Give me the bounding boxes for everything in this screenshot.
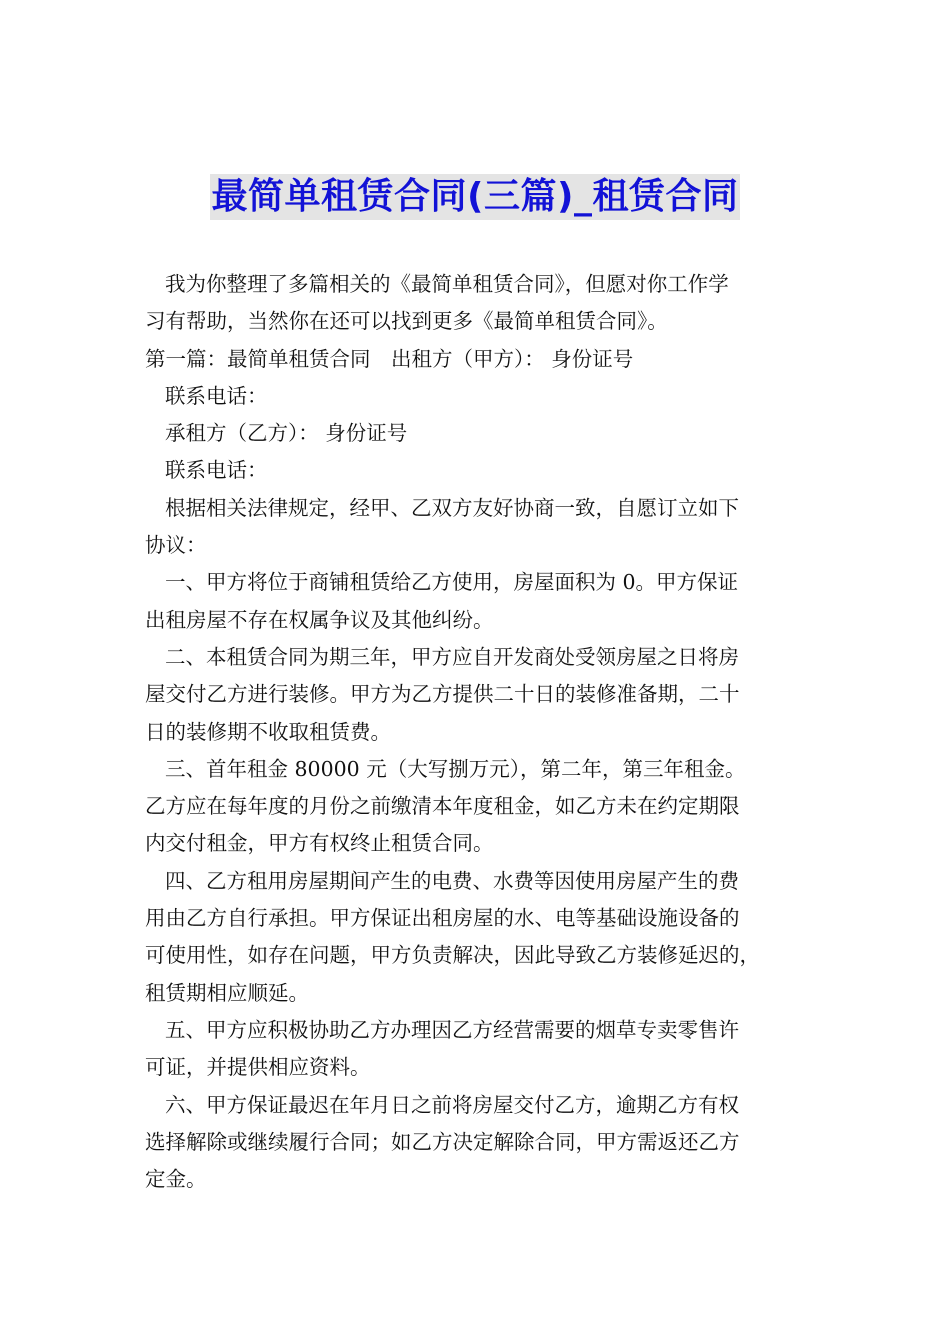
document-title: 最简单租赁合同(三篇)_租赁合同 (210, 174, 741, 220)
text-line: 定金。 (145, 1167, 207, 1192)
paragraph (145, 341, 825, 378)
paragraph (145, 564, 825, 639)
text-line: 四、乙方租用房屋期间产生的电费、水费等因使用房屋产生的费 (165, 868, 739, 893)
text-line: 五、甲方应积极协助乙方办理因乙方经营需要的烟草专卖零售许 (165, 1017, 739, 1042)
paragraph (145, 639, 825, 751)
paragraph (145, 490, 825, 565)
text-line: 承租方（乙方）： 身份证号 (165, 421, 408, 446)
paragraph (145, 1087, 825, 1199)
text-line: 租赁期相应顺延。 (145, 980, 309, 1005)
text-line: 内交付租金，甲方有权终止租赁合同。 (145, 831, 494, 856)
paragraph (145, 452, 825, 489)
text-line: 用由乙方自行承担。甲方保证出租房屋的水、电等基础设施设备的 (145, 906, 740, 931)
text-line: 习有帮助，当然你在还可以找到更多《最简单租赁合同》。 (145, 309, 668, 334)
title-container (0, 174, 950, 220)
paragraph (145, 863, 825, 1012)
text-line: 协议： (145, 533, 207, 558)
paragraph (145, 378, 825, 415)
text-line: 日的装修期不收取租赁费。 (145, 719, 391, 744)
text-line: 三、首年租金 80000 元（大写捌万元），第二年，第三年租金。 (165, 756, 746, 781)
paragraph (145, 266, 825, 341)
text-line: 屋交付乙方进行装修。甲方为乙方提供二十日的装修准备期，二十 (145, 682, 740, 707)
text-line: 联系电话： (165, 383, 268, 408)
text-line: 根据相关法律规定，经甲、乙双方友好协商一致，自愿订立如下 (165, 495, 739, 520)
text-line: 联系电话： (165, 458, 268, 483)
text-line: 六、甲方保证最迟在年月日之前将房屋交付乙方，逾期乙方有权 (165, 1092, 739, 1117)
text-line: 我为你整理了多篇相关的《最简单租赁合同》，但愿对你工作学 (165, 272, 729, 296)
text-line: 选择解除或继续履行合同；如乙方决定解除合同，甲方需返还乙方 (145, 1129, 740, 1154)
text-line: 可使用性，如存在问题，甲方负责解决，因此导致乙方装修延迟的， (145, 943, 760, 968)
text-line: 第一篇：最简单租赁合同 出租方（甲方）： 身份证号 (145, 346, 634, 371)
text-line: 二、本租赁合同为期三年，甲方应自开发商处受领房屋之日将房 (165, 644, 739, 669)
paragraph (145, 751, 825, 863)
paragraph (145, 415, 825, 452)
document-body (145, 266, 825, 1198)
text-line: 乙方应在每年度的月份之前缴清本年度租金，如乙方未在约定期限 (145, 794, 740, 819)
text-line: 可证，并提供相应资料。 (145, 1055, 371, 1080)
text-line: 出租房屋不存在权属争议及其他纠纷。 (145, 607, 494, 632)
text-line: 一、甲方将位于商铺租赁给乙方使用，房屋面积为 0。甲方保证 (165, 570, 739, 595)
paragraph (145, 1012, 825, 1087)
